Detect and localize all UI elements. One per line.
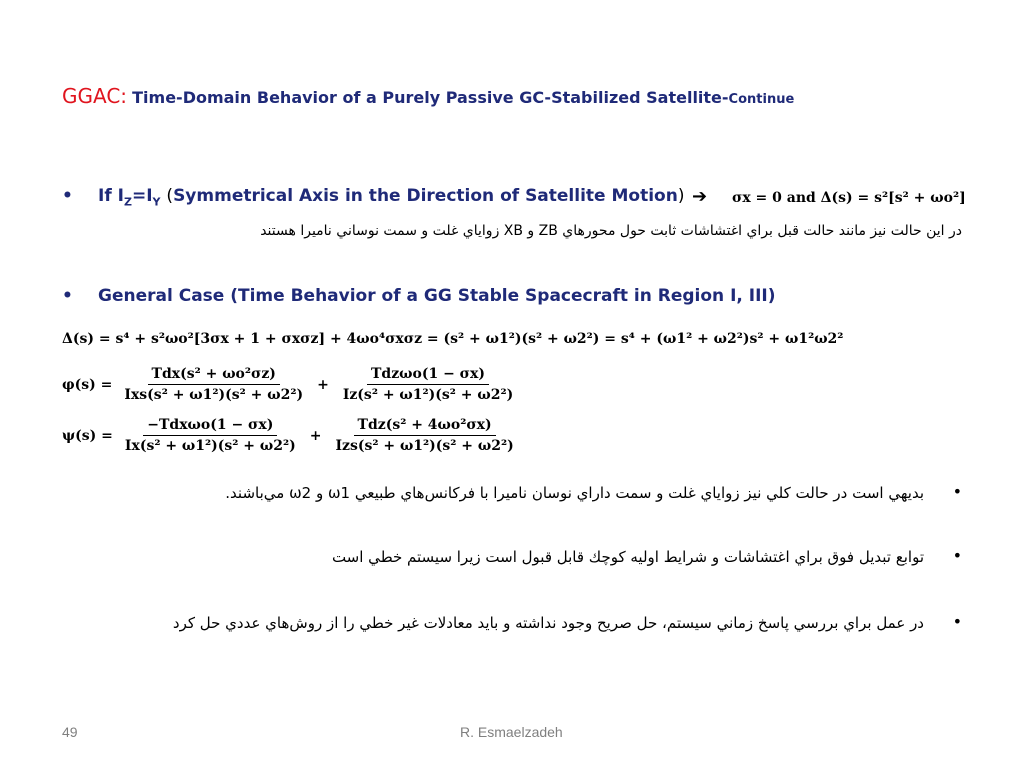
phi-denominator-2: Iz(s² + ω1²)(s² + ω2²)	[342, 387, 514, 403]
phi-lhs: φ(s) =	[62, 376, 113, 393]
farsi-bullet-linear-system: توابع تبديل فوق براي اغتشاشات و شرايط اوليه كوچك قابل قبول است زيرا سيستم خطي است	[331, 548, 924, 566]
phi-fraction-2	[339, 366, 517, 403]
psi-equation	[62, 417, 522, 454]
author-footer: R. Esmaelzadeh	[460, 724, 563, 740]
farsi-note-symmetric: در اين حالت نيز مانند حالت قبل براي اغتشاشات ثابت حول محورهاي ZB و XB زواياي غلت و سمت نوساني ناميرا هستند	[260, 223, 962, 239]
psi-numerator-1: −Tdxωo(1 − σx)	[143, 417, 277, 436]
phi-numerator-1: Tdx(s² + ωo²σz)	[148, 366, 280, 385]
psi-numerator-2: Tdz(s² + 4ωo²σx)	[354, 417, 496, 436]
bullet1-if: If I	[98, 186, 124, 206]
bullet-dot: •	[62, 286, 73, 306]
bullet2-text: General Case (Time Behavior of a GG Stable Spacecraft in Region I, III)	[98, 286, 776, 306]
slide-title	[62, 84, 794, 108]
psi-fraction-1	[121, 417, 300, 454]
delta-equation: Δ(s) = s⁴ + s²ωo²[3σx + 1 + σxσz] + 4ωo⁴σxσz = (s² + ω1²)(s² + ω2²) = s⁴ + (ω1² + ω2²)s² + ω1²ω2²	[62, 331, 844, 347]
phi-equation	[62, 366, 521, 403]
title-main: Time-Domain Behavior of a Purely Passive GC-Stabilized Satellite-	[132, 88, 729, 107]
bullet-symmetric-case	[62, 186, 684, 208]
psi-denominator-2: Izs(s² + ω1²)(s² + ω2²)	[335, 438, 514, 454]
phi-numerator-2: Tdzωo(1 − σx)	[367, 366, 489, 385]
psi-denominator-1: Ix(s² + ω1²)(s² + ω2²)	[124, 438, 296, 454]
psi-fraction-2	[331, 417, 517, 454]
bullet1-sub-z: Z	[123, 195, 132, 209]
title-suffix: Continue	[728, 92, 795, 107]
bullet-general-case	[62, 286, 776, 306]
psi-plus: +	[309, 427, 322, 444]
bullet-dot: •	[952, 482, 962, 501]
farsi-bullet-natural-frequencies: بديهي است در حالت كلي نيز زواياي غلت و سمت داراي نوسان ناميرا با فركانس‌هاي طبيعي ω1 و ω2 مي‌باشند.	[225, 484, 924, 502]
title-prefix: GGAC:	[62, 84, 128, 108]
bullet1-close-paren: )	[677, 186, 685, 206]
bullet1-open-paren: (	[166, 186, 174, 206]
farsi-bullet-numerical-methods: در عمل براي بررسي پاسخ زماني سيستم، حل صريح وجود نداشته و بايد معادلات غير خطي را از روش‌هاي عددي حل كرد	[172, 614, 924, 632]
bullet-dot: •	[62, 186, 73, 206]
bullet1-sub-y: Y	[152, 195, 161, 209]
bullet-dot: •	[952, 546, 962, 565]
bullet1-eq: =I	[131, 186, 153, 206]
phi-plus: +	[317, 376, 329, 393]
symmetric-case-formula: σx = 0 and Δ(s) = s²[s² + ωo²]	[732, 190, 966, 206]
phi-fraction-1	[120, 366, 307, 403]
arrow-icon: ➔	[692, 186, 708, 207]
bullet-dot: •	[952, 612, 962, 631]
psi-lhs: ψ(s) =	[62, 427, 113, 444]
page-number: 49	[62, 724, 78, 740]
phi-denominator-1: Ixs(s² + ω1²)(s² + ω2²)	[124, 387, 304, 403]
bullet1-inner: Symmetrical Axis in the Direction of Satellite Motion	[173, 186, 678, 206]
